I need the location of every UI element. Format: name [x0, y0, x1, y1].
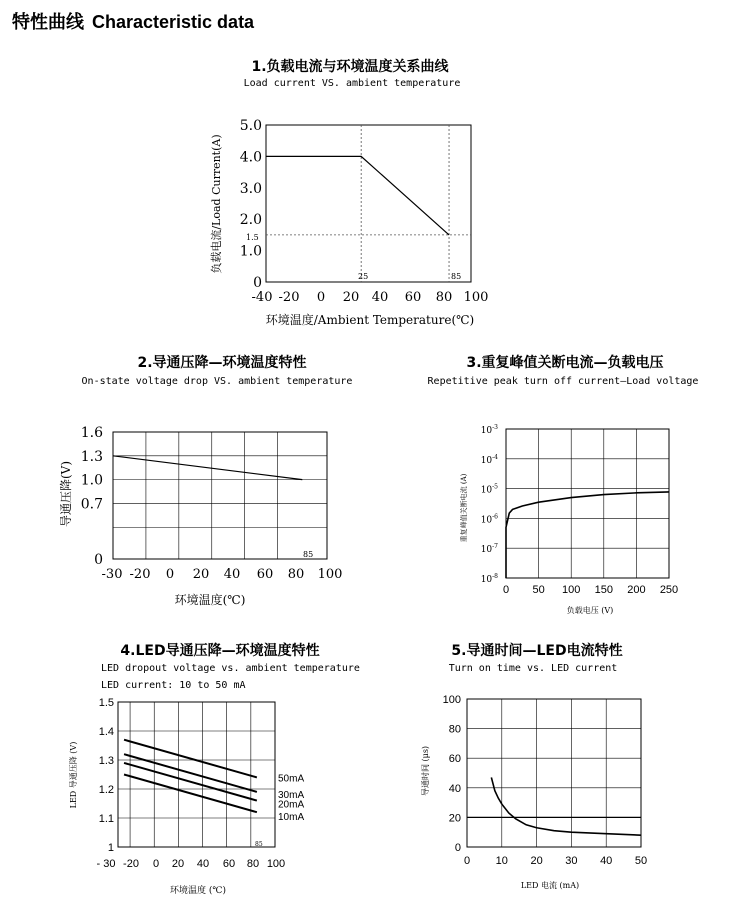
chart5-xtick: 0 [463, 855, 471, 867]
chart2-xtick: 20 [192, 567, 210, 582]
chart1-annot-25: 25 [358, 272, 369, 281]
chart4-xtick: 0 [152, 858, 160, 870]
chart4-xtick: 100 [266, 858, 286, 870]
chart5-subtitle: Turn on time vs. LED current [448, 663, 618, 674]
chart3-xtick: 200 [627, 584, 646, 596]
header-title-en: Characteristic data [92, 12, 255, 32]
chart3-xtick: 150 [594, 584, 613, 596]
chart3-xtick: 100 [562, 584, 581, 596]
chart1-ytick: 3.0 [239, 180, 262, 197]
chart5-ylabel: 导通时间 (μs) [421, 745, 430, 797]
chart5-plot-frame [467, 699, 641, 847]
chart4-annot-85: 85 [255, 841, 263, 848]
chart5-xtick: 10 [495, 855, 508, 867]
chart1-xtick: 20 [342, 290, 360, 305]
chart4-xtick: - 30 [96, 858, 116, 870]
chart3-ytick: $10^{-5}$ [480, 483, 498, 496]
chart2-ytick: 0.7 [80, 496, 103, 513]
header-title-cn: 特性曲线 [12, 12, 84, 33]
chart5-xtick: 40 [600, 855, 613, 867]
chart2-xtick: 40 [223, 567, 241, 582]
chart2-ytick: 0 [94, 552, 103, 568]
chart3-ylabel: 重复峰值关断电流 (A) [460, 473, 468, 543]
chart2-xtick: -20 [129, 567, 151, 582]
chart1-ylabel: 负载电流/Load Current(A) [210, 134, 223, 274]
chart1-xtick: -40 [251, 290, 273, 305]
chart4-series-label: 10mA [278, 812, 305, 824]
chart4-xtick: -20 [123, 858, 139, 870]
chart1-ytick: 2.0 [239, 212, 262, 229]
chart1-xtick: 100 [463, 290, 489, 305]
chart4-subtitle2: LED current: 10 to 50 mA [101, 680, 246, 691]
chart3-xtick: 0 [502, 584, 510, 596]
chart4-series-label: 50mA [278, 773, 305, 785]
chart1-ytick: 0 [253, 275, 262, 291]
chart4-xtick: 20 [171, 858, 185, 870]
chart5-ytick: 0 [454, 842, 461, 854]
chart3-ytick: $10^{-3}$ [480, 424, 498, 436]
chart4-ylabel: LED 导通压降 (V) [69, 741, 78, 809]
chart1-subtitle: Load current VS. ambient temperature [243, 78, 461, 89]
chart3-subtitle: Repetitive peak turn off current—Load voltage [427, 376, 699, 387]
chart4-ytick: 1.1 [98, 813, 114, 825]
chart4-series-label: 20mA [278, 799, 305, 811]
chart3-ytick: $10^{-4}$ [480, 453, 498, 466]
chart4-ytick: 1 [107, 842, 114, 854]
chart5-y-ticks [443, 694, 461, 854]
chart2-xtick: -30 [101, 567, 123, 582]
chart3-xtick: 50 [532, 584, 545, 596]
chart5-xlabel: LED 电流 (mA) [520, 881, 580, 890]
chart3-title: 3.重复峰值关断电流—负载电压 [466, 355, 664, 371]
chart4-ytick: 1.3 [98, 755, 114, 767]
chart3-xtick: 250 [659, 584, 679, 596]
chart5-ytick: 80 [448, 723, 461, 736]
chart4-xlabel: 环境温度 (℃) [170, 886, 226, 896]
chart1-annot-1-5: 1.5 [246, 233, 259, 242]
chart1-title: 1.负载电流与环境温度关系曲线 [251, 59, 449, 75]
chart1-ytick: 1.0 [239, 243, 262, 260]
chart3-ytick: $10^{-7}$ [480, 543, 498, 556]
chart1-xtick: 80 [435, 290, 453, 305]
chart2-xtick: 100 [317, 567, 343, 582]
chart1-xtick: -20 [278, 290, 300, 305]
chart2-ytick: 1.3 [80, 448, 103, 465]
chart4-ytick: 1.4 [98, 726, 114, 738]
chart5-x-ticks [464, 855, 647, 867]
chart4-title: 4.LED导通压降—环境温度特性 [120, 643, 320, 659]
chart5-xtick: 30 [565, 855, 578, 867]
chart5-grid [467, 699, 641, 847]
chart2-xtick: 60 [256, 567, 274, 582]
chart4-subtitle: LED dropout voltage vs. ambient temperature [101, 663, 360, 674]
chart4-series-label: 30mA [278, 789, 305, 801]
chart5-xtick: 20 [530, 855, 543, 867]
chart1-xlabel: 环境温度/Ambient Temperature(℃) [265, 313, 475, 327]
chart2-subtitle: On-state voltage drop VS. ambient temperature [81, 376, 353, 387]
chart5-title: 5.导通时间—LED电流特性 [451, 643, 623, 659]
chart1-annot-85: 85 [451, 272, 462, 281]
chart3-ytick: $10^{-6}$ [480, 513, 498, 526]
chart1-xtick: 40 [371, 290, 389, 305]
chart1-xtick: 60 [404, 290, 422, 305]
chart1-xtick: 0 [316, 290, 326, 305]
chart4-xtick: 60 [222, 858, 236, 870]
chart2-xtick: 80 [287, 567, 305, 582]
chart2-ytick: 1.6 [80, 425, 103, 441]
chart5-xtick: 50 [634, 855, 648, 867]
chart3-xlabel: 负载电压 (V) [566, 606, 614, 615]
chart2-ytick: 1.0 [80, 472, 103, 489]
chart2-xlabel: 环境温度(℃) [174, 593, 246, 607]
chart5-ytick: 40 [448, 782, 461, 795]
chart4-xtick: 40 [196, 858, 210, 870]
chart2-title: 2.导通压降—环境温度特性 [137, 355, 307, 371]
chart2-xtick: 0 [165, 567, 175, 582]
chart2-ylabel: 导通压降(V) [59, 460, 73, 528]
chart3-ytick: $10^{-8}$ [480, 573, 498, 585]
chart4-ytick: 1.5 [98, 697, 114, 709]
chart1-ytick: 5.0 [239, 118, 262, 134]
chart5-ytick: 20 [448, 812, 461, 825]
chart5-ytick: 60 [448, 753, 461, 766]
chart5-ytick: 100 [442, 694, 461, 706]
chart4-xtick: 80 [246, 858, 260, 870]
chart5-series-line [491, 777, 641, 835]
chart2-annot-85: 85 [303, 550, 314, 559]
chart1-ytick: 4.0 [239, 149, 262, 166]
chart4-ytick: 1.2 [98, 784, 114, 796]
